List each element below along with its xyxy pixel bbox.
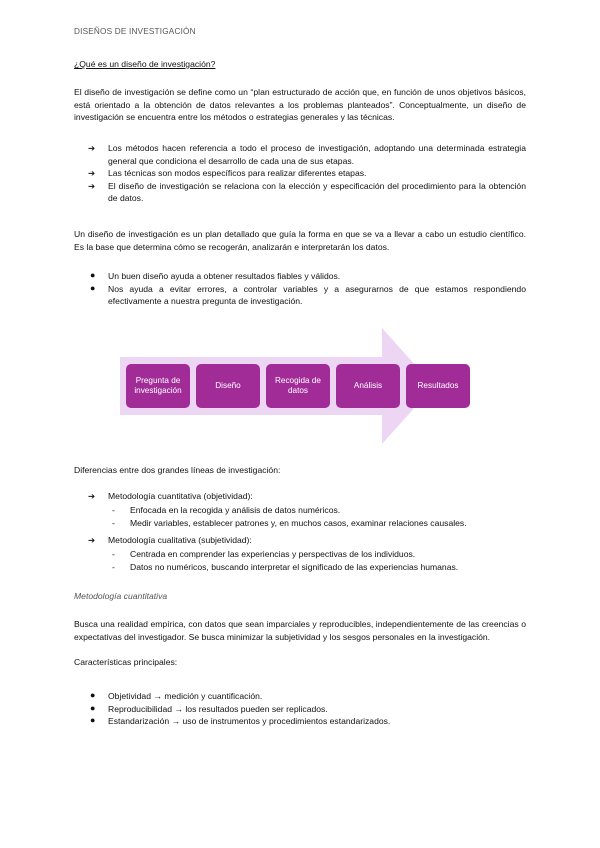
section-question-heading: ¿Qué es un diseño de investigación? xyxy=(74,59,216,69)
list-item: ➔ El diseño de investigación se relaciona con la elección y especificación del procedimiento para la obtención de datos. xyxy=(88,180,526,204)
list-item: ● Nos ayuda a evitar errores, a controlar variables y a asegurarnos de que estamos respondiendo efectivamente a nuestra pregunta de investigación. xyxy=(90,282,526,307)
list-item: ● Estandarización → uso de instrumentos y procedimientos estandarizados. xyxy=(90,715,391,727)
bullet-dot-icon: ● xyxy=(90,282,96,293)
intro-paragraph: El diseño de investigación se define como un “plan estructurado de acción que, en función de unos objetivos básicos, está orientado a la obtención de datos relevantes a los problemas planteados”. Conceptualmente, un diseño de investigación se encuentra entre los métodos o estrategias generales y las técnicas. xyxy=(74,87,526,123)
differences-title: Diferencias entre dos grandes líneas de investigación: xyxy=(74,465,281,475)
step-diseno: Diseño xyxy=(196,364,260,408)
bullet-dot-icon: ● xyxy=(90,270,96,280)
qual-label-list xyxy=(74,534,526,547)
list-item: - Centrada en comprender las experiencias y perspectivas de los individuos. xyxy=(112,549,416,559)
qual-items-list xyxy=(74,548,526,573)
list-item: ● Un buen diseño ayuda a obtener resultados fiables y válidos. xyxy=(90,270,341,281)
dash-bullet-icon: - xyxy=(112,549,115,559)
step-analisis: Análisis xyxy=(336,364,400,408)
list-item: - Enfocada en la recogida y análisis de datos numéricos. xyxy=(112,505,341,515)
step-recogida: Recogida de datos xyxy=(266,364,330,408)
list-item: ● Objetividad → medición y cuantificación. xyxy=(90,690,263,701)
bullet-list xyxy=(74,270,526,308)
dash-bullet-icon: - xyxy=(112,517,115,528)
list-item: ➔ Las técnicas son modos específicos para realizar diferentes etapas. xyxy=(88,168,367,179)
arrow-list xyxy=(74,142,526,205)
arrow-bullet-icon: ➔ xyxy=(88,491,96,501)
process-diagram xyxy=(120,328,490,444)
arrow-bullet-icon: ➔ xyxy=(88,143,96,153)
document-header: DISEÑOS DE INVESTIGACIÓN xyxy=(74,27,196,36)
step-pregunta: Pregunta de investigación xyxy=(126,364,190,408)
arrow-bullet-icon: ➔ xyxy=(88,180,96,191)
quant-label-list xyxy=(74,490,526,503)
bullet-dot-icon: ● xyxy=(90,702,96,713)
list-item: ➔ Metodología cuantitativa (objetividad): xyxy=(88,491,253,501)
bullet-dot-icon: ● xyxy=(90,715,96,726)
arrow-bullet-icon: ➔ xyxy=(88,535,96,545)
characteristics-title: Características principales: xyxy=(74,657,178,667)
quant-paragraph: Busca una realidad empírica, con datos que sean imparciales y reproducibles, independientemente de las creencias o expectativas del investigador. Se busca minimizar la subjetividad y los sesgos personales en la investigación. xyxy=(74,619,526,642)
plan-paragraph: Un diseño de investigación es un plan detallado que guía la forma en que se va a llevar a cabo un estudio científico. Es la base que determina cómo se recogerán, analizarán e interpretarán los datos. xyxy=(74,229,526,252)
list-item: - Datos no numéricos, buscando interpretar el significado de las experiencias humanas. xyxy=(112,561,459,572)
list-item: ● Reproducibilidad → los resultados pueden ser replicados. xyxy=(90,702,328,714)
step-resultados: Resultados xyxy=(406,364,470,408)
list-item: ➔ Los métodos hacen referencia a todo el proceso de investigación, adoptando una determinada estrategia general que condiciona el desarrollo de cada una de sus etapas. xyxy=(88,143,526,166)
quant-items-list xyxy=(74,504,526,529)
arrow-bullet-icon: ➔ xyxy=(88,168,96,179)
list-item: ➔ Metodología cualitativa (subjetividad): xyxy=(88,535,252,545)
bullet-dot-icon: ● xyxy=(90,690,96,700)
characteristics-list xyxy=(74,690,526,728)
list-item: - Medir variables, establecer patrones y, en muchos casos, examinar relaciones causales. xyxy=(112,517,467,528)
quant-subheading: Metodología cuantitativa xyxy=(74,591,168,601)
dash-bullet-icon: - xyxy=(112,561,115,572)
dash-bullet-icon: - xyxy=(112,505,115,515)
